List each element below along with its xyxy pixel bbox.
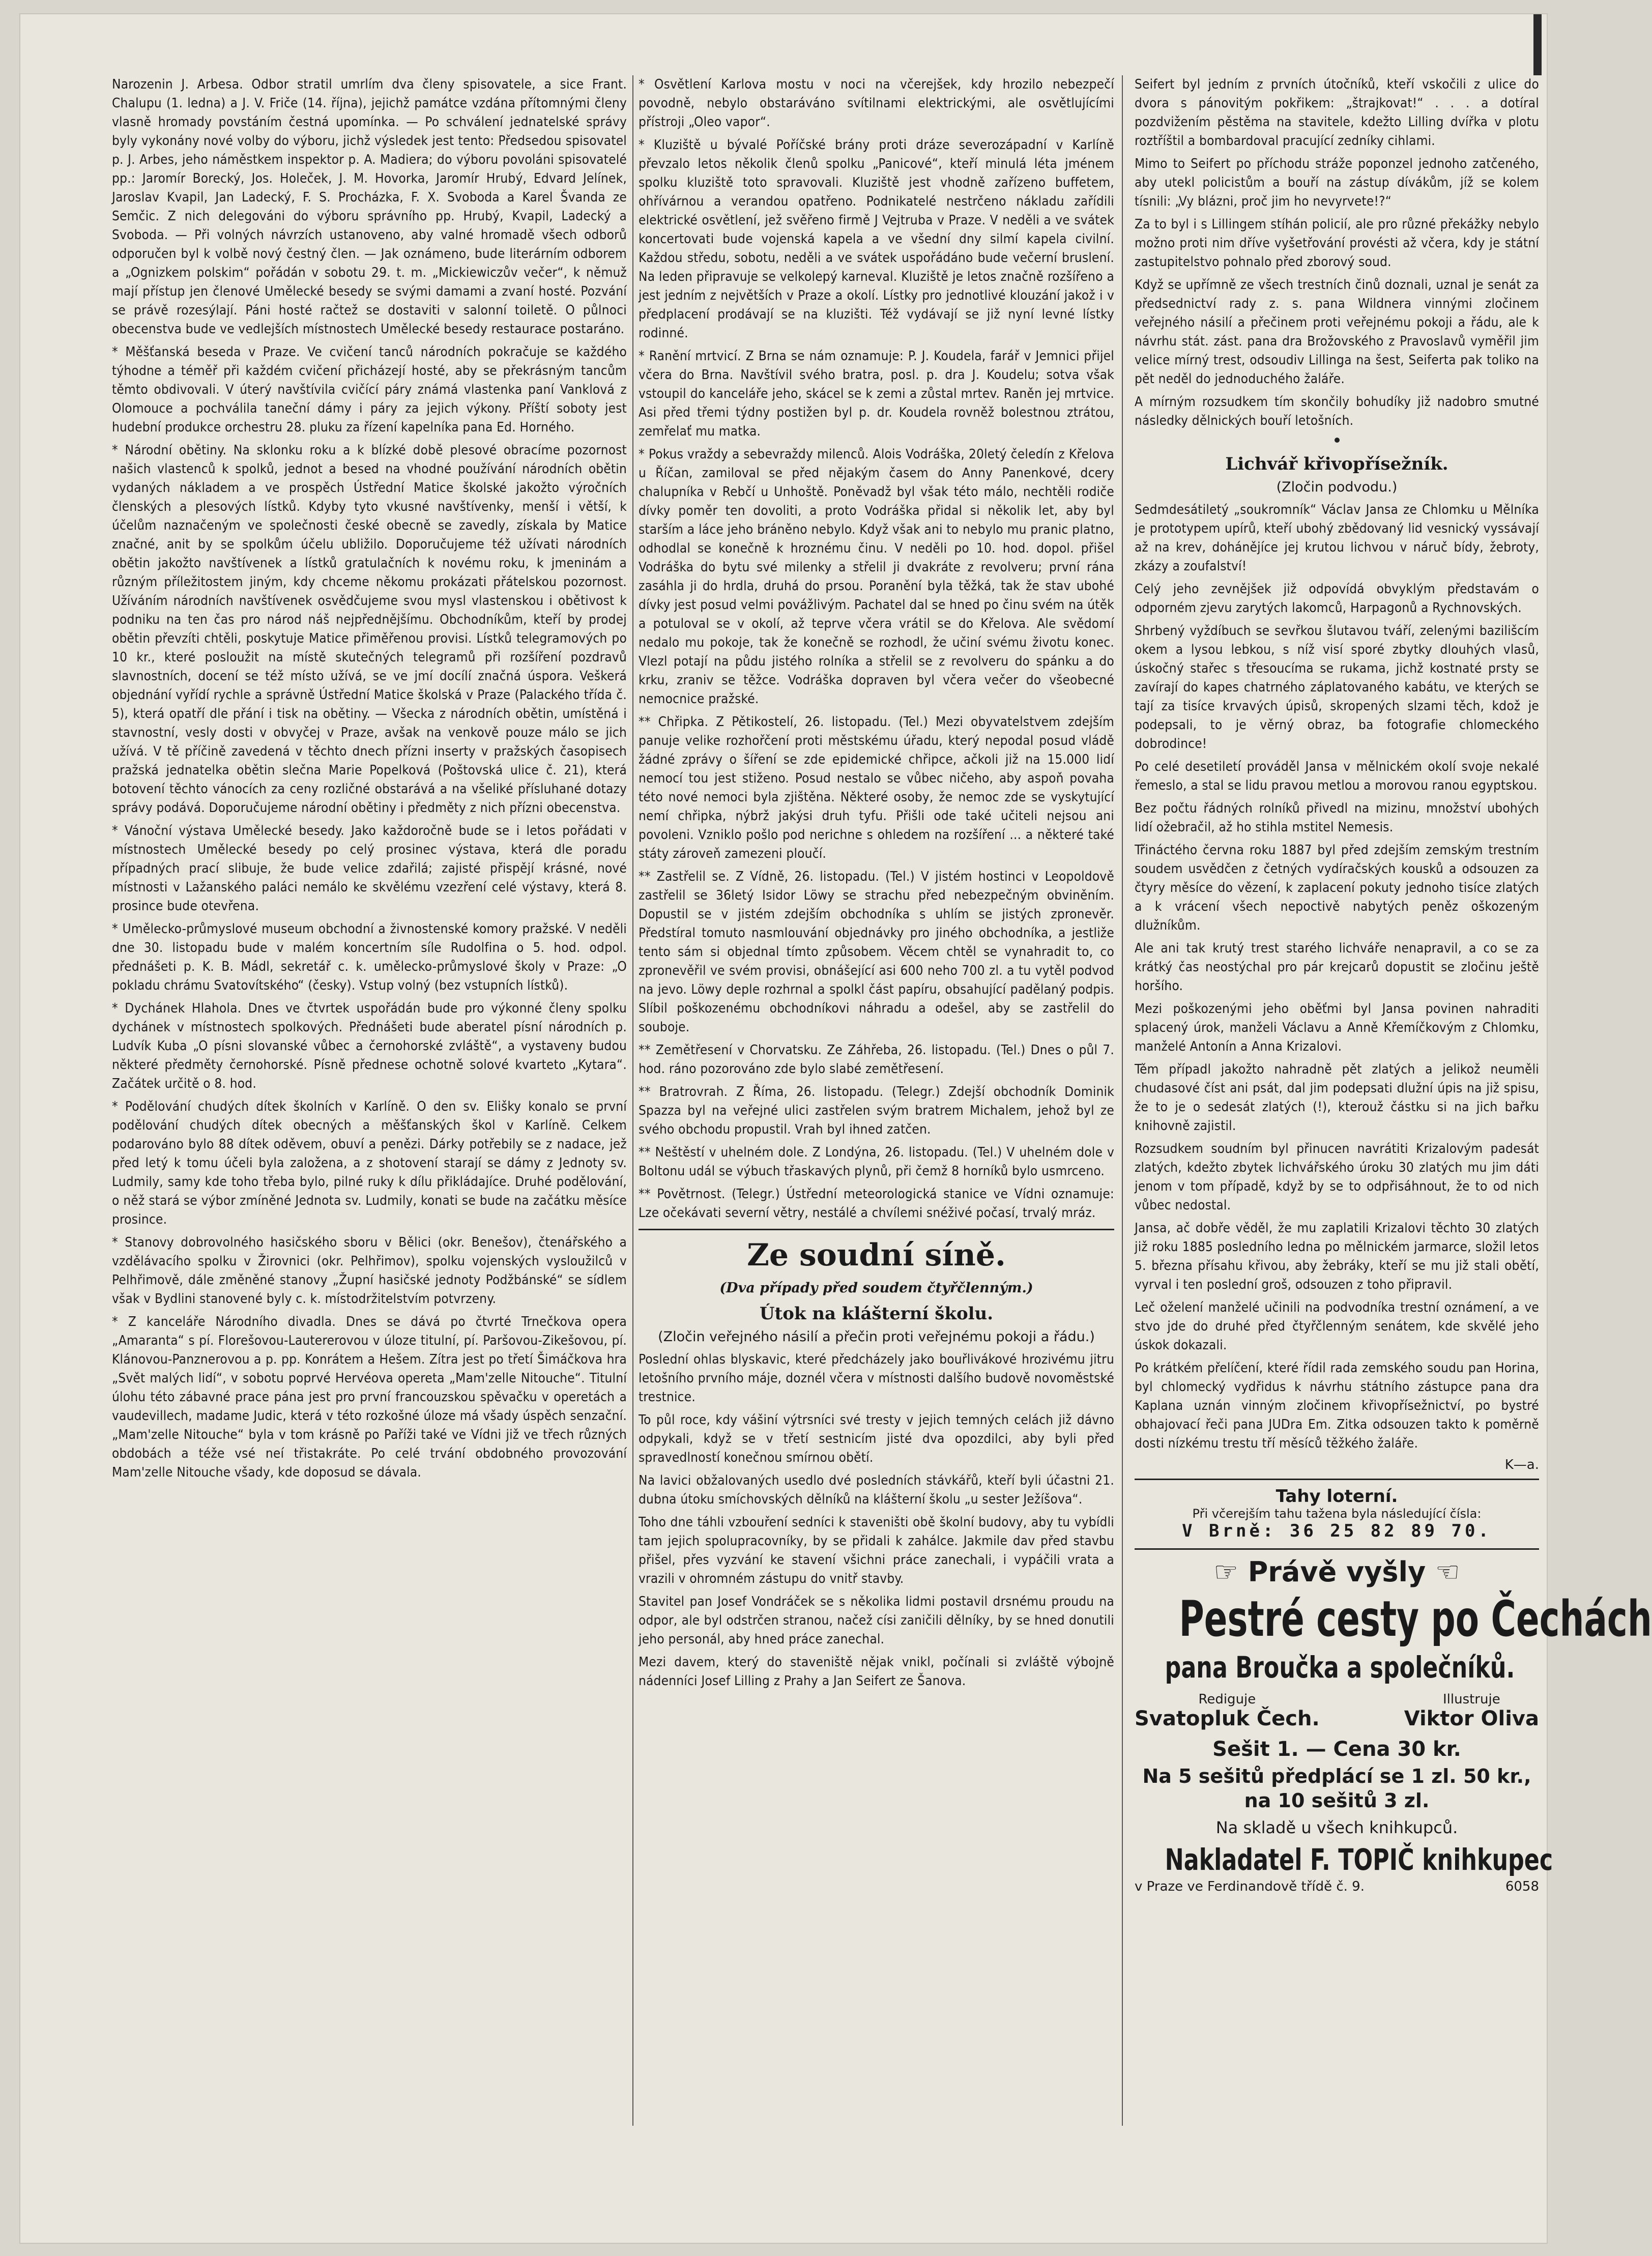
usurer-subheading: (Zločin podvodu.) [1276, 479, 1398, 495]
article-paragraph: * Osvětlení Karlova mostu v noci na včerejšek, kdy hrozilo nebezpečí povodně, nebylo obstaráváno svítilnami elektrickými, ale osvětlujícími přístroji „Oleo vapor“. [639, 77, 1114, 130]
ad-subscription-10: na 10 sešitů 3 zl. [1244, 1789, 1430, 1812]
court-paragraph: Na lavici obžalovaných usedlo dvé posledních stávkářů, kteří byli účastni 21. dubna útoku smíchovských dělníků na klášterní školu „u sester Ježíšova“. [639, 1473, 1114, 1507]
court-paragraph: Seifert byl jedním z prvních útočníků, kteří vskočili z ulice do dvora s pánovitým pokřikem: „štrajkovat!“ . . . a dotíral pozdvižením pěstěma na stavitele, kdežto Lilling dvířka v plotu roztříštil a bombardoval pracující zedníky cihlami. [1135, 77, 1539, 149]
article-paragraph: * Pokus vraždy a sebevraždy milenců. Alois Vodráška, 20letý čeledín z Křelova u Říčan, zamiloval se před nějakým časem do Anny Panenkové, dcery chalupníka v Rebčí u Unhoště. Poněvadž byl však této málo, nechtěli rodiče dívky poměr ten dovoliti, a proto Vodráška přidal si několik let, aby byl starším a láce jeho bráněno nebylo. Když však ani to nebylo mu pranic platno, odhodlal se konečně k hroznému činu. V neděli po 10. hod. dopol. přišel Vodráška do bytu své milenky a střelil ji dvakráte z revolveru; první rána zasáhla ji do hrdla, druhá do prsou. Poranění byla těžká, tak že stav ubohé dívky jest posud velmi povážlivým. Pachatel dal se hned po činu svém na útěk a potuloval se v okolí, až teprve včera vrátil se do Křelova. Ale svědomí nedalo mu pokoje, tak že konečně se rozhodl, že učiní svému životu konec. Vlezl potají na půdu jistého rolníka a střelil se z revolveru do spánku a do krku, zraniv se těžce. Vodráška dopraven byl včera večer do všeobecné nemocnice pražské. [639, 447, 1114, 707]
article-paragraph: ** Chřipka. Z Pětikostelí, 26. listopadu. (Tel.) Mezi obyvatelstvem zdejším panuje velike rozhořčení proti městskému úřadu, který nepodal posud vládě žádné zprávy o šíření se zde epidemické chřipce, ačkoli již na 15.000 lidí nemocí tou jest stiženo. Posud nestalo se vůbec ničeho, aby aspoň povaha této nové nemoci byla zjištěna. Některé osoby, že nemoc zde se vyskytující nemí chřipka, nýbrž jakýsi druh tyfu. Přišli ode také učiteli nejsou ani povoleni. Vzniklo pošlo pod nerichne s ohledem na rozšíření ... a některé také státy zároveň zamezeni ploučí. [639, 714, 1114, 861]
article-paragraph: ** Bratrovrah. Z Říma, 26. listopadu. (Telegr.) Zdejší obchodník Dominik Spazza byl na veřejné ulici zastřelen svým bratrem Michalem, jehož byl ze svého obchodu propustil. Vrah byl ihned zatčen. [639, 1084, 1114, 1137]
usurer-paragraph: Mezi poškozenými jeho oběťmi byl Jansa povinen nahraditi splacený úrok, manželi Václavu a Anně Křemíčkovým z Chlomku, manželé Antonín a Anna Krizalovi. [1135, 1001, 1539, 1054]
lottery-title: Tahy loterní. [1276, 1486, 1398, 1507]
column-rule [632, 75, 633, 2126]
editor-name: Svatopluk Čech. [1135, 1707, 1320, 1730]
court-paragraph: Stavitel pan Josef Vondráček se s několika lidmi postavil drsnému proudu na odpor, ale byl odstrčen stranou, načež císi zaničili dělníky, by se hned donutili jeho personál, aby hned práce zanechal. [639, 1594, 1114, 1647]
article-paragraph: * Stanovy dobrovolného hasičského sboru v Bělici (okr. Benešov), čtenářského a vzdělávacího spolku v Žirovnici (okr. Pelhřimov), spolku vojenských vysloužilců v Pelhřimově, dále změněné stanovy „Župní hasičské jednoty Podžbánské“ se sídlem však v Bydlini stanovené byly c. k. místodržitelstvím potvrzeny. [112, 1235, 627, 1307]
court-paragraph: Za to byl i s Lillingem stíhán policií, ale pro různé překážky nebylo možno proti nim dříve vyšetřování provésti až včera, kdy je státní zastupitelstvo pohnalo před zborový soud. [1135, 217, 1539, 270]
ad-headline: ☞ Právě vyšly ☜ [1213, 1556, 1460, 1588]
ad-address: v Praze ve Ferdinandově třídě č. 9. [1135, 1879, 1365, 1894]
column-rule [1122, 75, 1123, 2126]
usurer-paragraph: Třináctého června roku 1887 byl před zdejším zemským trestním soudem usvědčen z četných vydíračských kousků a odsouzen za čtyry měsíce do vězení, k zaplacení pokuty jednoho tisíce zlatých a k vrácení všech nepoctivě nabytých peněz oškozeným dlužníkům. [1135, 843, 1539, 933]
illustrator-name: Viktor Oliva [1404, 1707, 1539, 1730]
article-paragraph: * Národní obětiny. Na sklonku roku a k blízké době plesové obracíme pozornost našich vlastenců k spolků, jednot a besed na vhodné používání národních obětin vydaných nákladem a ve prospěch Ústřední Matice školské jakožto výročních členských a plesových lístků. Kdyby tyto vkusné navštívenky, menší i větší, k účelům naznačeným ve společnosti české obecně se zavedly, získala by Matice značné, anit by se spolkům účelu ubližilo. Doporučujeme též užívati národních obětin jakožto navštívenek a lístků gratulačních k novému roku, k jmeninám a různým příležitostem jiným, kdy chceme někomu prokázati přátelskou pozornost. Užíváním národních navštívenek osvědčujeme svou mysl vlastenskou i obětivost k podniku na ten čas pro národ náš nejpřednějšímu. Obchodníkům, kteří by prodej obětin převzíti chtěli, poskytuje Matice přiměřenou provisi. Lístků telegramových po 10 kr., které posloužit na místě skutečných telegramů při rozšíření pozdravů slavnostních, docení se též místo užívá, se ve jmí docílí značná úspora. Veškerá objednání vyřídí rychle a správně Ústřední Matice školská v Praze (Palackého třída č. 5), která opatří dle přání i tisk na obětiny. — Všecka z národních obětin, umístěná i stavnostní, vesly dosti v obvyčej v Praze, avšak na venkově pouze málo se jich užívá. V tě příčině zavedená v těchto dnech přízni inserty v pražských časopisech pražská jednatelka obětin slečna Marie Popelková (Poštovská ulice č. 21), která botovení těchto vánocích za ceny rozličné obstarává a na všeliké přísluhané dotazy správy podává. Doporučujeme národní obětiny i předměty z nich přízni obecenstva. [112, 443, 627, 816]
ad-credits [1135, 1692, 1539, 1730]
column-middle [639, 75, 1114, 2121]
article-paragraph: * Ranění mrtvicí. Z Brna se nám oznamuje: P. J. Koudela, farář v Jemnici přijel včera do Brna. Navštívil svého bratra, posl. p. dra J. Koudelu; sotva však vstoupil do kanceláře jeho, skácel se k zemi a zůstal mrtev. Raněn jej mrtvice. Asi před třemi týdny postižen byl p. dr. Koudela rovněž bolestnou ztrátou, zemřelať mu matka. [639, 349, 1114, 439]
lottery-numbers: V Brně: 36 25 82 89 70. [1182, 1521, 1492, 1541]
usurer-paragraph: Ale ani tak krutý trest starého lichváře nenapravil, a co se za krátký čas neostýchal pro pár krejcarů dopustit se zločinu ještě horšího. [1135, 941, 1539, 994]
court-article-lead: (Zločin veřejného násilí a přečin proti veřejnému pokoji a řádu.) [658, 1329, 1095, 1345]
section-divider [1135, 1548, 1539, 1550]
court-paragraph: To půl roce, kdy vášiní výtrsníci své tresty v jejich temných celách již dávno odpykali, když se v třetí sestnicím jisté dva opozdilci, aby byli před spravedlností konečnou smírnou obětí. [639, 1412, 1114, 1465]
article-paragraph: ** Zemětřesení v Chorvatsku. Ze Záhřeba, 26. listopadu. (Tel.) Dnes o půl 7. hod. ráno pozorováno zde bylo slabé zemětřesení. [639, 1043, 1114, 1077]
ad-subscription-5: Na 5 sešitů předplácí se 1 zl. 50 kr., [1142, 1765, 1531, 1787]
article-paragraph: * Dychánek Hlahola. Dnes ve čtvrtek uspořádán bude pro výkonné členy spolku dychánek v místnostech spolkových. Přednášeti bude aberatel písní národních p. Ludvík Kuba „O písni slovanské vůbec a černohorské zvláště“, a vystaveny budou některé předměty černohorské. Písně přednese ochotně solové kvarteto „Kytara“. Začátek určitě o 8. hod. [112, 1001, 627, 1091]
lottery-intro: Při včerejším tahu tažena byla následující čísla: [1192, 1507, 1482, 1521]
section-divider [639, 1229, 1114, 1230]
usurer-paragraph: Jansa, ač dobře věděl, že mu zaplatili Krizalovi těchto 30 zlatých již roku 1885 posledního ledna po mělnickém jarmarce, složil letos 5. března přísahu křivou, aby žebráky, kteří se mu již stali obětí, vyrval i ten poslední groš, odsouzen z toho připravil. [1135, 1221, 1539, 1292]
column-left [112, 75, 627, 2121]
column-right [1135, 75, 1652, 2121]
court-article-title: Útok na klášterní školu. [759, 1304, 994, 1324]
article-signature: K—a. [1504, 1457, 1539, 1472]
usurer-paragraph: Shrbený vyždíbuch se sevřkou šlutavou tváří, zelenými bazilišcím okem a lysou lebkou, s níž visí sporé zbytky dlouhých vlasů, úskočný stařec s třesoucíma se rukama, jichž kostnaté prsty se zavírají do kapes chatrného záplatovaného kabátu, ve kterých se tají za tisíce krvavých úpisů, skropených slzami těch, kdož je podepsali, to je věrný obraz, ba fotografie chlomeckého dobrodince! [1135, 623, 1539, 751]
separator-dot [1335, 438, 1340, 443]
usurer-paragraph: Rozsudkem soudním byl přinucen navrátiti Krizalovým padesát zlatých, kdežto zbytek lichvářského úroku 30 zlatých mu jim dáti jenom v tom případě, když by se to odpřisáhnout, že to od nich vůbec nedostal. [1135, 1141, 1539, 1213]
editor-label: Rediguje [1198, 1692, 1256, 1707]
article-paragraph: * Kluziště u bývalé Poříčské brány proti dráze severozápadní v Karlíně převzalo letos několik členů spolku „Panicové“, kteří minulá léta jménem spolku kluziště toto spravovali. Kluziště jest vhodně zařízeno buffetem, ohřívárnou a verandou opatřeno. Podnikatelé nestrčeno nákladu zařídili elektrické osvětlení, jež svěřeno firmě J Vejtruba v Praze. V neděli a ve svátek koncertovati bude vojenská kapela a ve všední dny silmí kapela civilní. Každou středu, sobotu, neděli a ve svátek uspořádáno bude večerní bruslení. Na leden připravuje se velkolepý karneval. Kluziště je letos značně rozšířeno a jest jedním z největších v Praze a okolí. Lístky pro jednotlivé klouzání jakož i v předplacení prodávají se na kluzišti. Též vydávají se již nyní levné lístky rodinné. [639, 137, 1114, 341]
section-divider [1135, 1479, 1539, 1480]
article-paragraph: ** Zastřelil se. Z Vídně, 26. listopadu. (Tel.) V jistém hostinci v Leopoldově zastřelil se 36letý Isidor Löwy se strachu před nebezpečným obviněním. Dopustil se v jistém zdejším obchodníka s uhlím se jistých zpronevěr. Předstíral tomuto nasmlouvání objednávky pro jiného obchodníka, a jestliže tento sám si objednal tímto způsobem. Věcem chtěl se vynahradit to, co zpronevěřil ve svém provisi, obnášející asi 600 neho 700 zl. a tu vytěl podvod na jevo. Löwy deple rozhrnal a spolkl část papíru, obsahující padělaný podpis. Slíbil poškozenému obchodníkovi náhradu a odešel, aby se zastřelil do souboje. [639, 869, 1114, 1035]
court-paragraph: A mírným rozsudkem tím skončily bohudíky již nadobro smutné následky dělnických bouří letošních. [1135, 394, 1539, 428]
court-paragraph: Toho dne táhli vzbouření sedníci k staveništi obě školní budovy, aby tu vybídli tam jejich spolupracovníky, by se přidali k zahálce. Jakmile dav před stavbu přišel, přes vyzvání ke stavení všichni práce zanechali, i vypáčili vrata a vrazili v ohromném zástupu do vnitř stavby. [639, 1515, 1114, 1586]
court-paragraph: Mezi davem, který do staveniště nějak vnikl, počínali si zvláště výbojně nádenníci Josef Lilling z Prahy a Jan Seifert ze Šanova. [639, 1655, 1114, 1689]
article-paragraph: * Vánoční výstava Umělecké besedy. Jako každoročně bude se i letos pořádati v místnostech Umělecké besedy po celý prosinec výstava, která dle poradu případných prací slibuje, že bude velice zdařilá; zajisté přispějí krásné, nové místnosti v Lažanského paláci nemálo ke skvělému vzezření celé výstavy, která 8. prosince bude otevřena. [112, 823, 627, 914]
ad-availability: Na skladě u všech knihkupců. [1215, 1818, 1458, 1837]
usurer-paragraph: Celý jeho zevnějšek již odpovídá obvyklým představám o odporném zjevu zarytých lakomců, Harpagonů a Rychnovských. [1135, 582, 1539, 616]
court-subheading: (Dva případy před soudem čtyřčlenným.) [719, 1280, 1033, 1296]
article-paragraph: * Měšťanská beseda v Praze. Ve cvičení tanců národních pokračuje se každého týhodne a téměř při každém cvičení přicházejí hosté, aby se překrásným tancům těmto obdivovali. V úterý navštívila cvičící páry známá vlastenka paní Vanklová z Olomouce a pochválila taneční dámy i páry za jejich výkony. Příští soboty jest hudební produkce orchestru 28. pluku za řízení kapelníka pana Ed. Horného. [112, 344, 627, 435]
ad-price: Sešit 1. — Cena 30 kr. [1212, 1738, 1461, 1761]
lottery-box [1135, 1486, 1539, 1541]
usurer-paragraph: Po krátkém přelíčení, které řídil rada zemského soudu pan Horina, byl chlomecký vydřidus k návrhu státního zástupce pana dra Kaplana uznán vinným zločinem křivopřísežnictví, po bystré obhajovací řeči pana JUDra Em. Zitka odsouzen takto k poměrně dosti nízkému trestu tří měsíců těžkého žaláře. [1135, 1361, 1539, 1451]
article-paragraph: ** Neštěstí v uhelném dole. Z Londýna, 26. listopadu. (Tel.) V uhelném dole v Boltonu udál se výbuch třaskavých plynů, při čemž 8 horníků bylo usmrceno. [639, 1145, 1114, 1179]
book-advertisement [1135, 1556, 1652, 1894]
page-edge-mark [1533, 14, 1542, 75]
court-paragraph: Mimo to Seifert po příchodu stráže poponzel jednoho zatčeného, aby utekl policistům a bouří na zástup dívákům, jíž se kolem tísnili: „Vy blázni, proč jim ho nevyrvete!?“ [1135, 156, 1539, 209]
ad-number: 6058 [1505, 1879, 1539, 1894]
court-paragraph: Poslední ohlas blyskavic, které předcházely jako bouřlivákové hrozivému jitru letošního prvního máje, doznél včera v místnosti dalšího budově novoměstské trestnice. [639, 1352, 1114, 1405]
article-paragraph: Narozenin J. Arbesa. Odbor stratil umrlím dva členy spisovatele, a sice Frant. Chalupu (1. ledna) a J. V. Friče (14. října), jejichž památce vzdána přítomnými členy vlasně hromady povstáním čestná upomínka. — Po schválení jednatelské správy byly vykonány nové volby do výboru, jichž výsledek jest tento: Předsedou spisovatel p. J. Arbes, jeho náměstkem inspektor p. A. Madiera; do výboru povoláni spisovatelé pp.: Jaromír Borecký, Jos. Holeček, J. M. Hovorka, Jaromír Hrubý, Edvard Jelínek, Jaroslav Kvapil, Jan Ladecký, F. S. Procházka, F. X. Svoboda a Karel Švanda ze Semčic. Z nich delegováni do výboru správního pp. Hrubý, Kvapil, Ladecký a Svoboda. — Při volných návrzích ustanoveno, aby valné hromadě všech odborů odporučen byl k volbě nový čestný člen. — Jak oznámeno, bude literárním odborem a „Ognizkem polskim“ pořádán v sobotu 29. t. m. „Mickiewiczův večer“, k němuž mají přístup jen členové Umělecké besedy se svými damami a zvaní hosté. Pozvání se právě rozesýlají. Páni hosté račtež se dostaviti v salonní toiletě. O půlnoci obecenstva bude ve vedlejších místnostech Umělecké besedy restaurace postaráno. [112, 77, 627, 337]
ad-book-title: Pestré cesty po Čechách [1179, 1590, 1652, 1647]
article-paragraph: * Umělecko-průmyslové museum obchodní a živnostenské komory pražské. V neděli dne 30. listopadu bude v malém koncertním síle Rudolfina o 5. hod. odpol. přednášeti p. K. B. Mádl, sekretář c. k. umělecko-průmyslové školy v Praze: „O pokladu chrámu Svatovítského“ (česky). Vstup volný (bez vstupních lístků). [112, 921, 627, 993]
article-paragraph: ** Povětrnost. (Telegr.) Ústřední meteorologická stanice ve Vídni oznamuje: Lze očekávati severní větry, nestálé a chvílemi snéživé počasí, trvalý mráz. [639, 1187, 1114, 1221]
ad-publisher: Nakladatel F. TOPIČ knihkupec [1165, 1842, 1553, 1877]
ad-book-subtitle: pana Broučka a společníků. [1165, 1650, 1515, 1685]
usurer-paragraph: Těm případl jakožto nahradně pět zlatých a jelikož neuměli chudasové číst ani psát, dal jim podepsati dlužní úpis na již spisu, že to je o sedesát zlatých (!), kterouž částku si na jich bařku knihovně zajistil. [1135, 1062, 1539, 1134]
usurer-paragraph: Bez počtu řádných rolníků přivedl na mizinu, množství ubohých lidí ožebračil, až ho stihla mstitel Nemesis. [1135, 801, 1539, 835]
newspaper-page [20, 14, 1652, 2243]
usurer-paragraph: Sedmdesátiletý „soukromník“ Václav Jansa ze Chlomku u Mělníka je prototypem upírů, kteří ubohý zbědovaný lid vesnický vyssávají až na krev, dohánějíce jej krutou lichvou v náruč bídy, žebroty, zkázy a zoufalství! [1135, 502, 1539, 574]
article-paragraph: * Z kanceláře Národního divadla. Dnes se dává po čtvrté Trnečkova opera „Amaranta“ s pí. Florešovou-Lautererovou v úloze titulní, pí. Paršovou-Zikešovou, pí. Klánovou-Panznerovou a p. pp. Konrátem a Hešem. Zítra jest po třetí Šimáčkova hra „Svět malých lidí“, v sobotu poprvé Hervéova opereta „Mam'zelle Nitouche“. Titulní úlohu této zábavné prace pána jest pro první francouzskou spěvačku v operetách a vaudevillech, madame Judic, která v této rozkošné úloze má všady úspěch senzační. „Mam'zelle Nitouche“ byla v tom krásně po Paříži také ve Vídni již ve třech různých obdobách a téže vsé neí třistakráte. Po celé trvání obdobného provozování Mam'zelle Nitouche všady, kde doposud se dávala. [112, 1314, 627, 1480]
usurer-paragraph: Po celé desetiletí prováděl Jansa v mělnickém okolí svoje nekalé řemeslo, a stal se lidu pravou metlou a morovou ranou egyptskou. [1135, 759, 1539, 793]
article-paragraph: * Podělování chudých dítek školních v Karlíně. O den sv. Elišky konalo se první podělování chudých dítek obecných a měšťanských škol v Karlíně. Celkem podarováno bylo 88 dítek oděvem, obuví a penězi. Dárky potřebily se z nadace, jež před letý k tomu účeli byla založena, a z shotovení starají se dámy z Jednoty sv. Ludmily, samy kde toho třeba bylo, pilné ruky k dílu přikládajíce. Druhé podělování, o něž stará se výbor zmíněné Jednota sv. Ludmily, konati se bude na začátku měsíce prosince. [112, 1099, 627, 1227]
court-paragraph: Když se upřímně ze všech trestních činů doznali, uznal je senát za předsednictví rady z. s. pana Wildnera vinnými zločinem veřejného násilí a přečinem proti veřejnému pokoji a řádu, ale k návrhu stát. zást. pana dra Brožovského z Pravoslavů vyměřil jim velice mírný trest, odsoudiv Lillinga na šest, Seiferta pak toliko na pět neděl do jednoduchého žaláře. [1135, 277, 1539, 387]
usurer-article-title: Lichvář křivopřísežník. [1225, 454, 1448, 474]
usurer-paragraph: Leč oželení manželé učinili na podvodníka trestní oznámení, a ve stvo jde do druhé před čtyřčlenným senátem, kde skvělé jeho úskok dokazali. [1135, 1300, 1539, 1353]
court-section-heading: Ze soudní síně. [747, 1237, 1006, 1273]
ad-address-line [1135, 1879, 1539, 1894]
illustrator-label: Illustruje [1442, 1692, 1500, 1707]
